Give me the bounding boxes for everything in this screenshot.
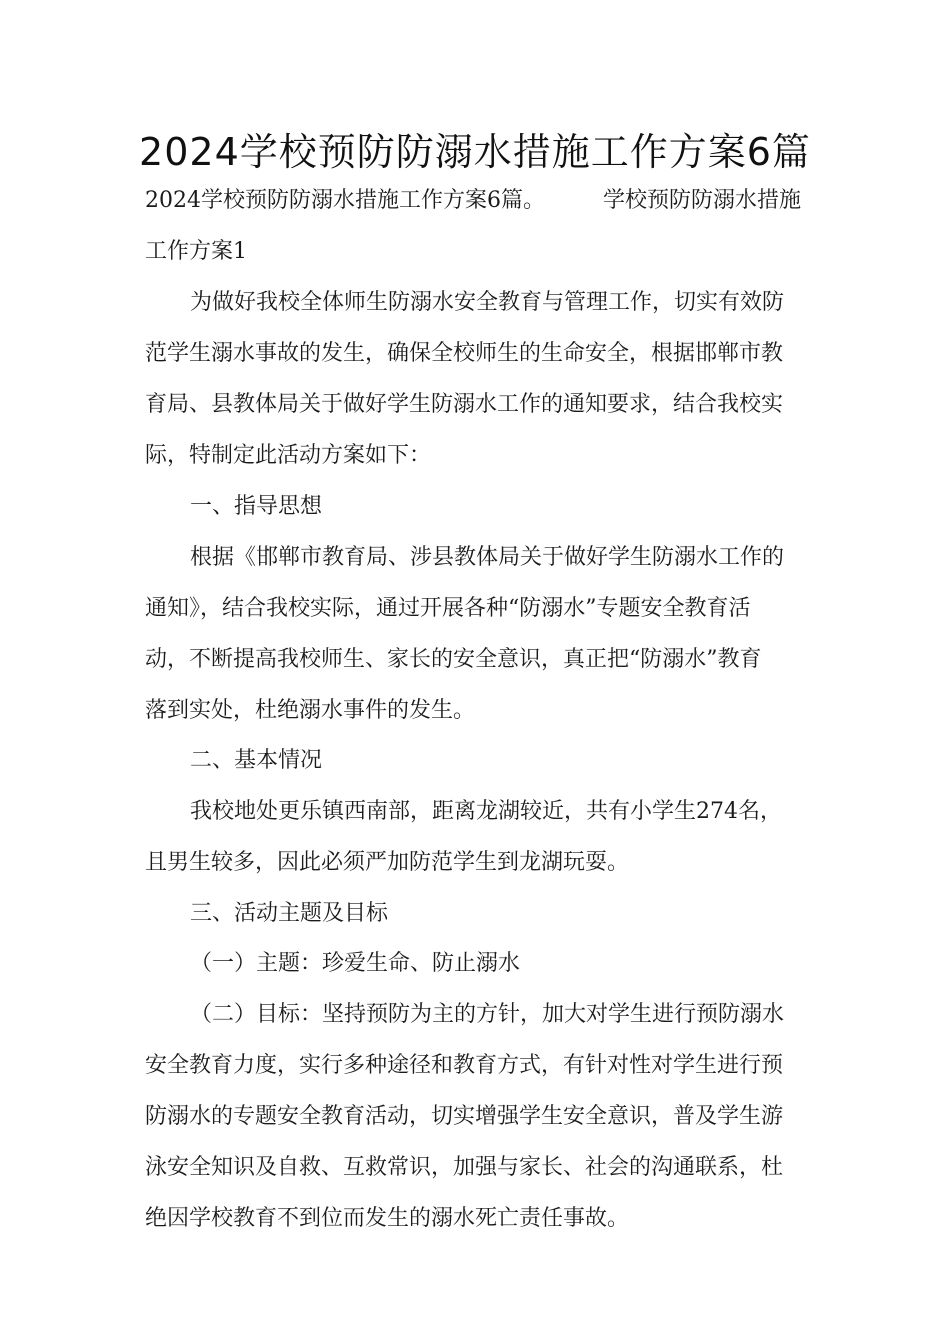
subsection-line: （二）目标：坚持预防为主的方针，加大对学生进行预防溺水 (190, 1002, 785, 1027)
paragraph-line: 且男生较多，因此必须严加防范学生到龙湖玩耍。 (145, 850, 630, 875)
section-heading: 三、活动主题及目标 (190, 901, 389, 926)
paragraph-line: 根据《邯郸市教育局、涉县教体局关于做好学生防溺水工作的 (190, 545, 785, 570)
paragraph-line: 安全教育力度，实行多种途径和教育方式，有针对性对学生进行预 (145, 1053, 784, 1078)
paragraph-line: 我校地处更乐镇西南部，距离龙湖较近，共有小学生274名， (190, 799, 782, 824)
subsection-line: （一）主题：珍爱生命、防止溺水 (190, 951, 521, 976)
paragraph-line: 泳安全知识及自救、互救常识，加强与家长、社会的沟通联系，杜 (145, 1155, 784, 1180)
paragraph-line: 育局、县教体局关于做好学生防溺水工作的通知要求，结合我校实 (145, 392, 784, 417)
paragraph-line: 落到实处，杜绝溺水事件的发生。 (145, 698, 476, 723)
intro-line: 2024学校预防防溺水措施工作方案6篇。 (145, 188, 545, 213)
document-title: 2024学校预防防溺水措施工作方案6篇 (139, 130, 811, 174)
section-heading: 一、指导思想 (190, 494, 323, 519)
paragraph-line: 为做好我校全体师生防溺水安全教育与管理工作，切实有效防 (190, 290, 785, 315)
intro-line-right: 学校预防防溺水措施 (603, 188, 802, 213)
paragraph-line: 际，特制定此活动方案如下： (145, 443, 432, 468)
intro-line-continued: 工作方案1 (145, 239, 247, 264)
paragraph-line: 防溺水的专题安全教育活动，切实增强学生安全意识，普及学生游 (145, 1104, 784, 1129)
paragraph-line: 绝因学校教育不到位而发生的溺水死亡责任事故。 (145, 1206, 630, 1231)
paragraph-line: 动，不断提高我校师生、家长的安全意识，真正把“防溺水”教育 (145, 647, 762, 672)
paragraph-line: 范学生溺水事故的发生，确保全校师生的生命安全，根据邯郸市教 (145, 341, 784, 366)
paragraph-line: 通知》，结合我校实际，通过开展各种“防溺水”专题安全教育活 (145, 596, 751, 621)
section-heading: 二、基本情况 (190, 748, 323, 773)
